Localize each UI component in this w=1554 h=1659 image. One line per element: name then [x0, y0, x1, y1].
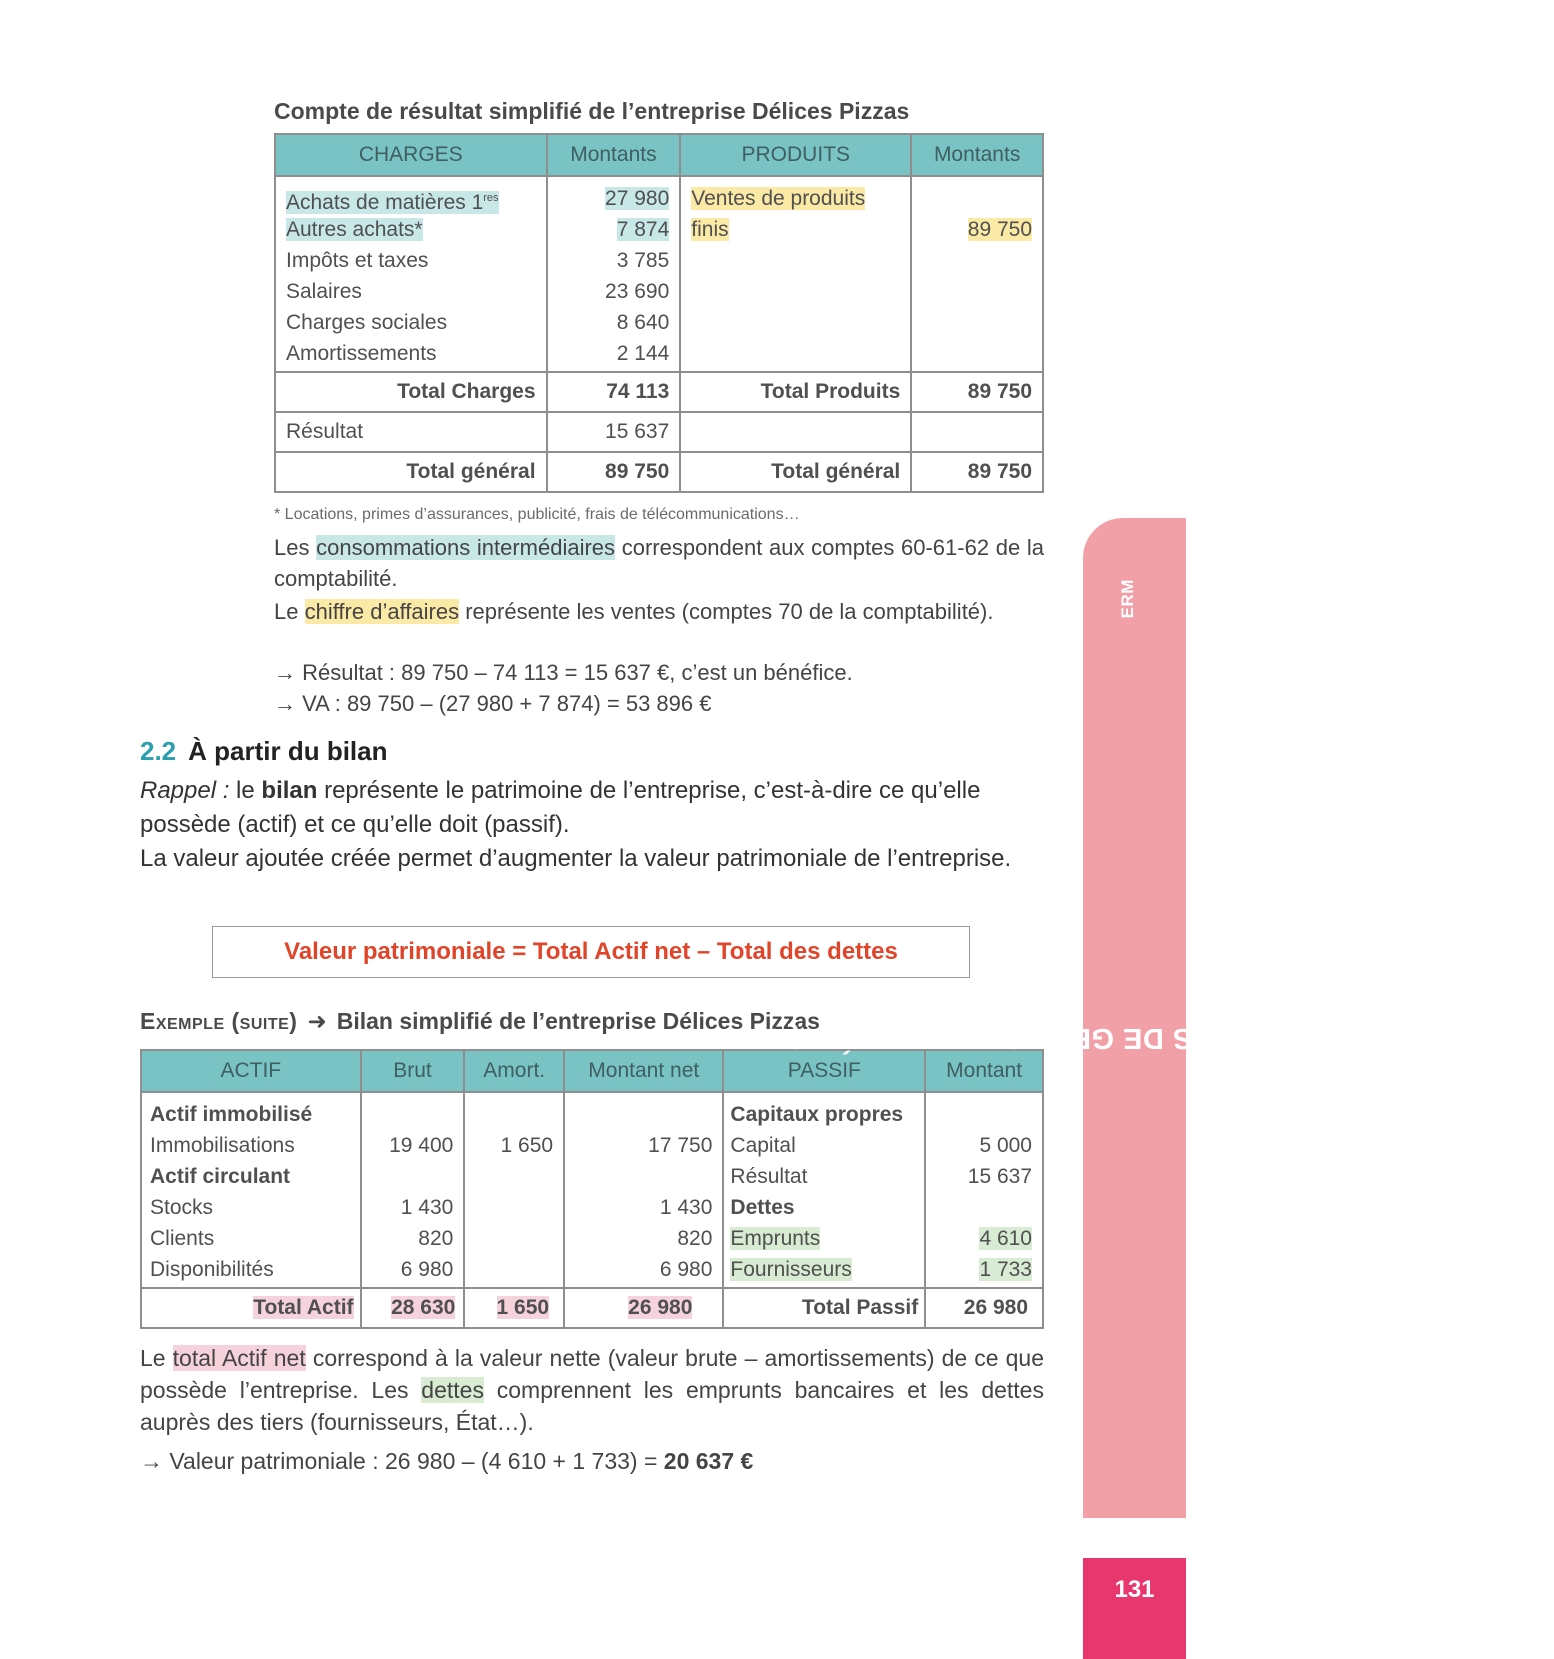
page-number: 131	[1114, 1576, 1155, 1603]
passif-label: Emprunts	[730, 1227, 821, 1250]
table-header-row	[275, 134, 1043, 176]
produits-labels	[680, 176, 911, 372]
table-header-row	[141, 1050, 1043, 1092]
charge-amount: 3 785	[616, 249, 670, 272]
header-actif: ACTIF	[141, 1050, 361, 1092]
brut-values	[361, 1092, 465, 1288]
total-general-row	[275, 452, 1043, 492]
header-montants: Montants	[547, 134, 681, 176]
brut-value: 820	[418, 1227, 454, 1250]
net-value: 6 980	[659, 1258, 713, 1281]
actif-label: Actif immobilisé	[150, 1103, 313, 1126]
header-montants: Montants	[911, 134, 1043, 176]
amort-values	[464, 1092, 564, 1288]
actif-label: Actif circulant	[150, 1165, 291, 1188]
charge-label: Achats de matières 1res	[286, 191, 499, 214]
charge-amount: 8 640	[616, 311, 670, 334]
arrow-right-icon: ➜	[307, 1008, 327, 1034]
total-passif-label: Total Passif	[723, 1288, 925, 1328]
passif-label: Fournisseurs	[730, 1258, 852, 1281]
footnote: * Locations, primes d’assurances, publicité, frais de télécommunications…	[274, 506, 800, 523]
net-values	[564, 1092, 723, 1288]
total-general-charges: 89 750	[547, 452, 681, 492]
section-title: À partir du bilan	[188, 736, 388, 766]
resultat-label: Résultat	[275, 412, 547, 452]
total-charges-value: 74 113	[547, 372, 681, 412]
formula-text: Valeur patrimoniale = Total Actif net – Total des dettes	[284, 938, 898, 965]
produit-label: finis	[691, 218, 729, 241]
total-net: 26 980	[628, 1296, 693, 1319]
resultat-row	[275, 412, 1043, 452]
total-produits-label: Total Produits	[680, 372, 911, 412]
produit-label: Ventes de produits	[691, 187, 866, 210]
total-general-label: Total général	[680, 452, 911, 492]
total-brut: 28 630	[391, 1296, 456, 1319]
charge-amount: 7 874	[616, 218, 670, 241]
calc-resultat: → Résultat : 89 750 – 74 113 = 15 637 €, c’est un bénéfice.	[274, 660, 853, 685]
header-produits: PRODUITS	[680, 134, 911, 176]
charge-label: Autres achats*	[286, 218, 423, 241]
total-charges-label: Total Charges	[275, 372, 547, 412]
produits-amounts	[911, 176, 1043, 372]
header-montant-net: Montant net	[564, 1050, 723, 1092]
total-produits-value: 89 750	[911, 372, 1043, 412]
net-value: 17 750	[648, 1134, 713, 1157]
brut-value: 1 430	[400, 1196, 454, 1219]
passif-value: 1 733	[979, 1258, 1032, 1281]
highlight-term: chiffre d’affaires	[304, 599, 460, 624]
page-number-box	[1083, 1558, 1186, 1659]
paragraph-chiffre-affaires: Le chiffre d’affaires représente les ventes (comptes 70 de la comptabilité).	[274, 599, 994, 624]
chapter-side-label: MANAGEMENT, SCIENCES DE GESTION ET NUMÉRIQUE $T^{ERM}$	[715, 579, 1554, 1055]
section-heading	[140, 736, 388, 767]
paragraph-valeur-ajoutee: La valeur ajoutée créée permet d’augmenter la valeur patrimoniale de l’entreprise.	[140, 845, 1012, 872]
net-value: 1 430	[659, 1196, 713, 1219]
highlight-term: total Actif net	[172, 1345, 306, 1371]
brut-value: 19 400	[389, 1134, 454, 1157]
charges-amounts	[547, 176, 681, 372]
total-amort: 1 650	[496, 1296, 550, 1319]
total-general-label: Total général	[275, 452, 547, 492]
income-statement-title: Compte de résultat simplifié de l’entreprise Délices Pizzas	[274, 98, 910, 124]
charge-amount: 2 144	[616, 342, 670, 365]
paragraph-rappel: Rappel : le bilan représente le patrimoine de l’entreprise, c’est-à-dire ce qu’elle possède (actif) et ce qu’elle doit (passif).	[140, 777, 981, 838]
header-passif: PASSIF	[723, 1050, 925, 1092]
total-row	[141, 1288, 1043, 1328]
header-montant: Montant	[925, 1050, 1043, 1092]
formula-box	[212, 926, 970, 978]
example-label: Exemple (suite)	[140, 1008, 298, 1034]
charge-label: Charges sociales	[286, 311, 448, 334]
example-title: Bilan simplifié de l’entreprise Délices Pizzas	[336, 1008, 820, 1034]
charges-labels	[275, 176, 547, 372]
amort-value: 1 650	[500, 1134, 554, 1157]
passif-labels	[723, 1092, 925, 1288]
resultat-value: 15 637	[547, 412, 681, 452]
charge-amount: 27 980	[605, 187, 670, 210]
brut-value: 6 980	[400, 1258, 454, 1281]
total-row	[275, 372, 1043, 412]
charge-amount: 23 690	[605, 280, 670, 303]
passif-value: 5 000	[979, 1134, 1032, 1157]
highlight-term: dettes	[421, 1377, 484, 1403]
total-passif-value: 26 980	[925, 1288, 1043, 1328]
passif-label: Dettes	[730, 1196, 795, 1219]
table-body-row	[275, 176, 1043, 372]
header-brut: Brut	[361, 1050, 465, 1092]
header-amort: Amort.	[464, 1050, 564, 1092]
passif-value: 15 637	[967, 1165, 1032, 1188]
actif-label: Disponibilités	[150, 1258, 274, 1281]
passif-label: Résultat	[730, 1165, 808, 1188]
total-general-produits: 89 750	[911, 452, 1043, 492]
total-actif-label: Total Actif	[253, 1296, 354, 1319]
passif-values	[925, 1092, 1043, 1288]
passif-label: Capitaux propres	[730, 1103, 904, 1126]
header-charges: CHARGES	[275, 134, 547, 176]
actif-label: Immobilisations	[150, 1134, 295, 1157]
net-value: 820	[677, 1227, 713, 1250]
highlight-term: consommations intermédiaires	[316, 535, 616, 560]
charge-label: Impôts et taxes	[286, 249, 429, 272]
section-number: 2.2	[140, 736, 177, 766]
actif-label: Stocks	[150, 1196, 214, 1219]
income-statement-table	[274, 133, 1044, 493]
passif-value: 4 610	[979, 1227, 1032, 1250]
produit-amount: 89 750	[967, 218, 1032, 241]
actif-label: Clients	[150, 1227, 215, 1250]
charge-label: Salaires	[286, 280, 362, 303]
paragraph-consommations: Les consommations intermédiaires correspondent aux comptes 60-61-62 de la comptabilité.	[274, 535, 1044, 591]
paragraph-total-actif-net: Le total Actif net correspond à la valeur nette (valeur brute – amortissements) de ce que possède l’entreprise. Les dettes comprennent les emprunts bancaires et les dettes auprès des tiers (fournisseurs, État…).	[140, 1345, 1044, 1435]
balance-sheet-table	[140, 1049, 1044, 1329]
table-body-row	[141, 1092, 1043, 1288]
calc-valeur-ajoutee: → VA : 89 750 – (27 980 + 7 874) = 53 896 €	[274, 691, 712, 716]
calc-valeur-patrimoniale: → Valeur patrimoniale : 26 980 – (4 610 + 1 733) = 20 637 €	[140, 1448, 754, 1474]
passif-label: Capital	[730, 1134, 796, 1157]
actif-labels	[141, 1092, 361, 1288]
charge-label: Amortissements	[286, 342, 437, 365]
